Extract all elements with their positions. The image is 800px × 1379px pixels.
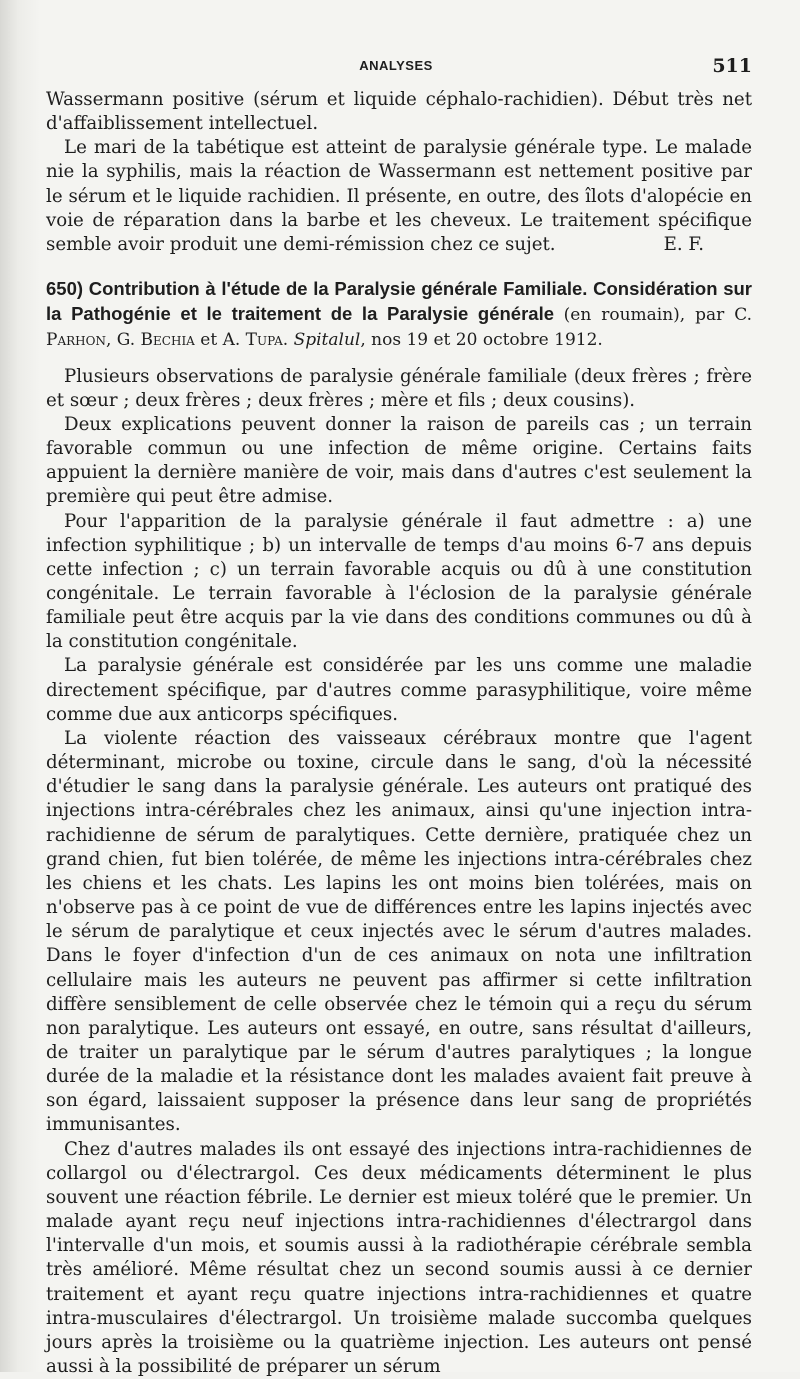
page-body [46,88,752,1379]
journal-name: Spitalul [293,330,361,351]
author-parhon: C. Parhon [46,304,753,351]
running-head: ANALYSES [359,58,433,73]
body-paragraph: La violente réaction des vaisseaux cérébraux montre que l'agent déterminant, microbe ou toxine, circule dans le sang, d'où la nécessité d'étudier le sang dans la paralysie générale. Les auteurs ont pratiqué des injections intra-cérébrales chez les animaux, ainsi qu'une injection intra-rachidienne de sérum de paralytiques. Cette dernière, pratiquée chez un grand chien, fut bien tolérée, de même les injections intra-cérébrales chez les chiens et les chats. Les lapins les ont moins bien tolérées, mais on n'observe pas à ce point de vue de différences entre les lapins injectés avec le sérum de paralytique et ceux injectés avec le sérum d'autres malades. Dans le foyer d'infection d'un de ces animaux on nota une infiltration cellulaire mais les auteurs ne peuvent pas affirmer si cette infiltration diffère sensiblement de celle observée chez le témoin qui a reçu du sérum non paralytique. Les auteurs ont essayé, en outre, sans résultat d'ailleurs, de traiter un paralytique par le sérum d'autres paralytiques ; la longue durée de la maladie et la résistance dont les malades avaient fait preuve à son égard, laissaient supposer la présence dans leur sang de propriétés immunisantes. [46,727,752,1136]
page-number: 511 [712,55,752,77]
carryover-paragraph-2-text: Le mari de la tabétique est atteint de paralysie générale type. Le malade nie la syphilis, mais la réaction de Wassermann est nettement positive par le sérum et le liquide rachidien. Il présente, en outre, des îlots d'alopécie en voie de réparation dans la barbe et les cheveux. Le traitement spécifique semble avoir produit une demi-rémission chez ce sujet. [46,137,752,255]
reference-language: (en roumain), par [563,304,725,325]
journal-issue: , nos 19 et 20 octobre 1912. [360,330,603,351]
author-bechia: G. Bechia [116,330,195,351]
carryover-paragraph-1: Wassermann positive (sérum et liquide céphalo-rachidien). Début très net d'affaiblissement intellectuel. [46,89,752,135]
author-separator: , [105,330,112,351]
carryover-paragraph-2 [46,136,752,257]
author-conjunction: et [200,330,218,351]
body-paragraph: Deux explications peuvent donner la raison de pareils cas ; un terrain favorable commun ou une infection de même origine. Certains faits appuient la dernière manière de voir, mais dans d'autres c'est seulement la première qui peut être admise. [46,413,752,508]
body-paragraph: Plusieurs observations de paralysie générale familiale (deux frères ; frère et sœur ; deux frères ; deux frères ; mère et fils ; deux cousins). [46,365,752,411]
body-paragraph: Chez d'autres malades ils ont essayé des injections intra-rachidiennes de collargol ou d'électrargol. Ces deux médicaments déterminent le plus souvent une réaction fébrile. Le dernier est mieux toléré que le premier. Un malade ayant reçu neuf injections intra-rachidiennes d'électrargol dans l'intervalle d'un mois, et soumis aussi à la radiothérapie cérébrale sembla très amélioré. Même résultat chez un second soumis aussi à ce dernier traitement et ayant reçu quatre injections intra-rachidiennes et quatre intra-musculaires d'électrargol. Un troisième malade succomba quelques jours après la troisième ou la quatrième injection. Les auteurs ont pensé aussi à la possibilité de préparer un sérum [46,1138,752,1377]
body-paragraph: Pour l'apparition de la paralysie générale il faut admettre : a) une infection syphilitique ; b) un intervalle de temps d'au moins 6-7 ans depuis cette infection ; c) un terrain favorable acquis ou dû à une constitution congénitale. Le terrain favorable à l'éclosion de la paralysie générale familiale peut être acquis par la vie dans des conditions communes ou dû à la constitution congénitale. [46,510,752,653]
page-header [40,55,752,82]
author-tupa: A. Tupa [222,330,283,351]
body-paragraph: La paralysie générale est considérée par les uns comme une maladie directement spécifique, par d'autres comme parasyphilitique, voire même comme due aux anticorps spécifiques. [46,655,752,725]
article-title: Contribution à l'étude de la Paralysie générale Familiale. Considération sur la Pathogénie et le traitement de la Paralysie générale [46,278,752,324]
article-heading [46,277,752,353]
article-reference: (en roumain), par C. Parhon, G. Bechia et A. Tupa. Spitalul, nos 19 et 20 octobre 1912. [46,304,753,351]
review-signature: E. F. [663,233,704,255]
article-number: 650) [46,278,84,300]
